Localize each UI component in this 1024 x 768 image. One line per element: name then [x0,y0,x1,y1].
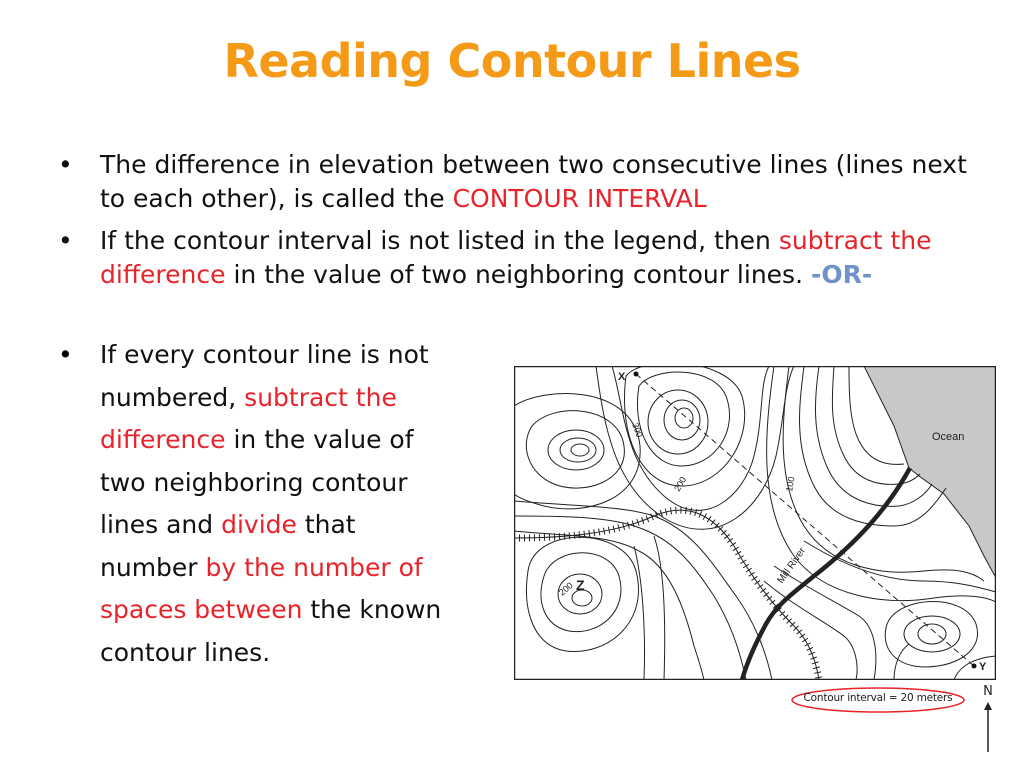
bullet3-line-7: spaces between the known [100,595,442,624]
bullet-contour-interval [58,148,968,216]
bullet-marker: • [58,226,73,255]
map-legend [790,686,966,714]
north-label: N [983,684,993,699]
highlight-subtract: subtract the difference [100,226,932,289]
point-y-label: Y [979,661,987,673]
point-x-marker [634,372,639,377]
bullet3-line-8: contour lines. [100,637,271,667]
bullet3-line-1: If every contour line is not [100,340,429,369]
slide-title: Reading Contour Lines [223,34,801,88]
point-z-label: Z [576,577,585,593]
contour-label-200-mid: 200 [672,474,689,493]
point-y-marker [972,664,977,669]
contour-map [514,366,996,680]
bullet-text: in the value of two neighboring contour lines. [225,260,811,289]
north-arrow [980,684,996,754]
highlight-contour-interval: CONTOUR INTERVAL [452,184,707,213]
contour-interval-label: Contour interval = 20 meters [803,692,953,704]
mill-river-label: Mill River [775,545,809,586]
bullet3-line-2: numbered, subtract the [100,382,397,412]
bullet-subtract [58,224,968,292]
bullet-marker: • [58,340,73,369]
bullet-text: The difference in elevation between two consecutive lines (lines next to each other), is called the [100,150,967,213]
bullet3-line-6: number by the number of [100,552,423,582]
north-arrow-icon [980,700,996,754]
contour-label-100: 100 [784,475,797,493]
contour-label-300: 300 [630,421,645,439]
contour-label-200-z: 200 [556,580,575,598]
bullet-marker: • [58,150,73,179]
bullet3-line-5: lines and divide that [100,510,356,539]
bullet3-line-4: two neighboring contour [100,467,408,497]
or-label: -OR- [810,260,873,289]
bullet3-line-3: difference in the value of [100,425,414,454]
bullet-text: If the contour interval is not listed in the legend, then [100,226,779,255]
point-x-label: X [618,371,626,383]
ocean-label: Ocean [932,431,965,443]
bullet-list [58,148,968,300]
